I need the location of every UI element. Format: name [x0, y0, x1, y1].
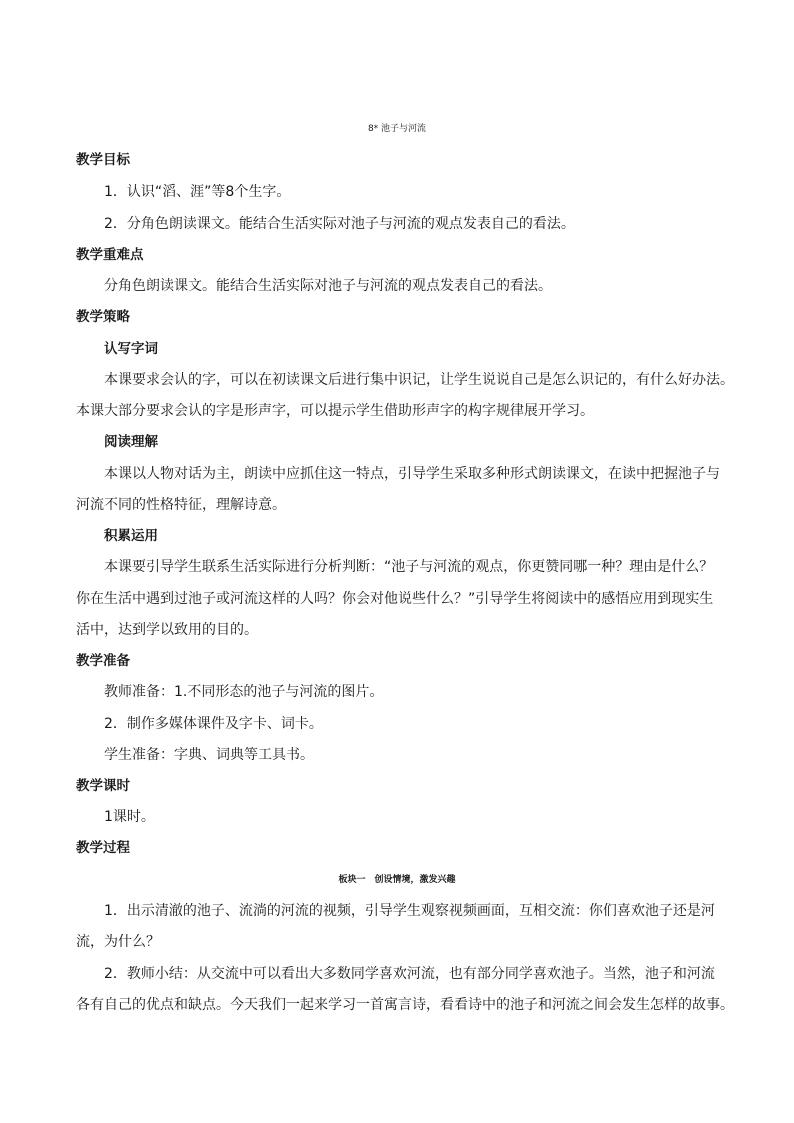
block-title: 板块一 创设情境，激发兴趣 [338, 875, 456, 885]
objective-item-1: 1．认识“滔、涯”等8个生字。 [104, 184, 291, 200]
strategy-paragraph-line: 本课以人物对话为主，朗读中应抓住这一特点，引导学生采取多种形式朗读课文，在读中把握池子与 [104, 466, 720, 482]
objective-item-2: 2．分角色朗读课文。能结合生活实际对池子与河流的观点发表自己的看法。 [104, 216, 575, 232]
strategy-paragraph-line: 你在生活中遇到过池子或河流这样的人吗？你会对他说些什么？”引导学生将阅读中的感悟应用到现实生 [76, 591, 714, 607]
preparation-line: 教师准备：1.不同形态的池子与河流的图片。 [104, 684, 384, 700]
process-line: 流，为什么？ [76, 934, 160, 950]
key-points-text: 分角色朗读课文。能结合生活实际对池子与河流的观点发表自己的看法。 [104, 278, 552, 294]
process-line: 各有自己的优点和缺点。今天我们一起来学习一首寓言诗，看看诗中的池子和河流之间会发生怎样的故事。 [76, 997, 734, 1013]
preparation-line: 学生准备：字典、词典等工具书。 [104, 747, 314, 763]
strategy-paragraph-line: 本课要求会认的字，可以在初读课文后进行集中识记，让学生说说自己是怎么识记的，有什么好办法。 [104, 372, 734, 388]
strategy-section-title: 阅读理解 [104, 434, 158, 450]
process-line: 1．出示清澈的池子、流淌的河流的视频，引导学生观察视频画面，互相交流：你们喜欢池子还是河 [104, 903, 715, 919]
process-heading: 教学过程 [76, 840, 130, 856]
process-line: 2．教师小结：从交流中可以看出大多数同学喜欢河流，也有部分同学喜欢池子。当然，池子和河流 [104, 966, 715, 982]
strategy-section-title: 积累运用 [104, 528, 158, 544]
key-points-heading: 教学重难点 [76, 247, 144, 263]
strategy-paragraph-line: 本课大部分要求会认的字是形声字，可以提示学生借助形声字的构字规律展开学习。 [76, 403, 594, 419]
strategy-paragraph-line: 河流不同的性格特征，理解诗意。 [76, 497, 286, 513]
objectives-heading: 教学目标 [76, 152, 130, 168]
strategy-paragraph-line: 活中，达到学以致用的目的。 [76, 622, 258, 638]
strategy-paragraph-line: 本课要引导学生联系生活实际进行分析判断：“池子与河流的观点，你更赞同哪一种？理由是什么？ [104, 559, 714, 575]
preparation-heading: 教学准备 [76, 653, 130, 669]
strategy-section-title: 认写字词 [104, 341, 158, 357]
strategy-heading: 教学策略 [76, 309, 130, 325]
lesson-title: 8* 池子与河流 [367, 124, 427, 134]
preparation-line: 2．制作多媒体课件及字卡、词卡。 [104, 716, 323, 732]
hours-text: 1课时。 [104, 809, 155, 825]
hours-heading: 教学课时 [76, 778, 130, 794]
